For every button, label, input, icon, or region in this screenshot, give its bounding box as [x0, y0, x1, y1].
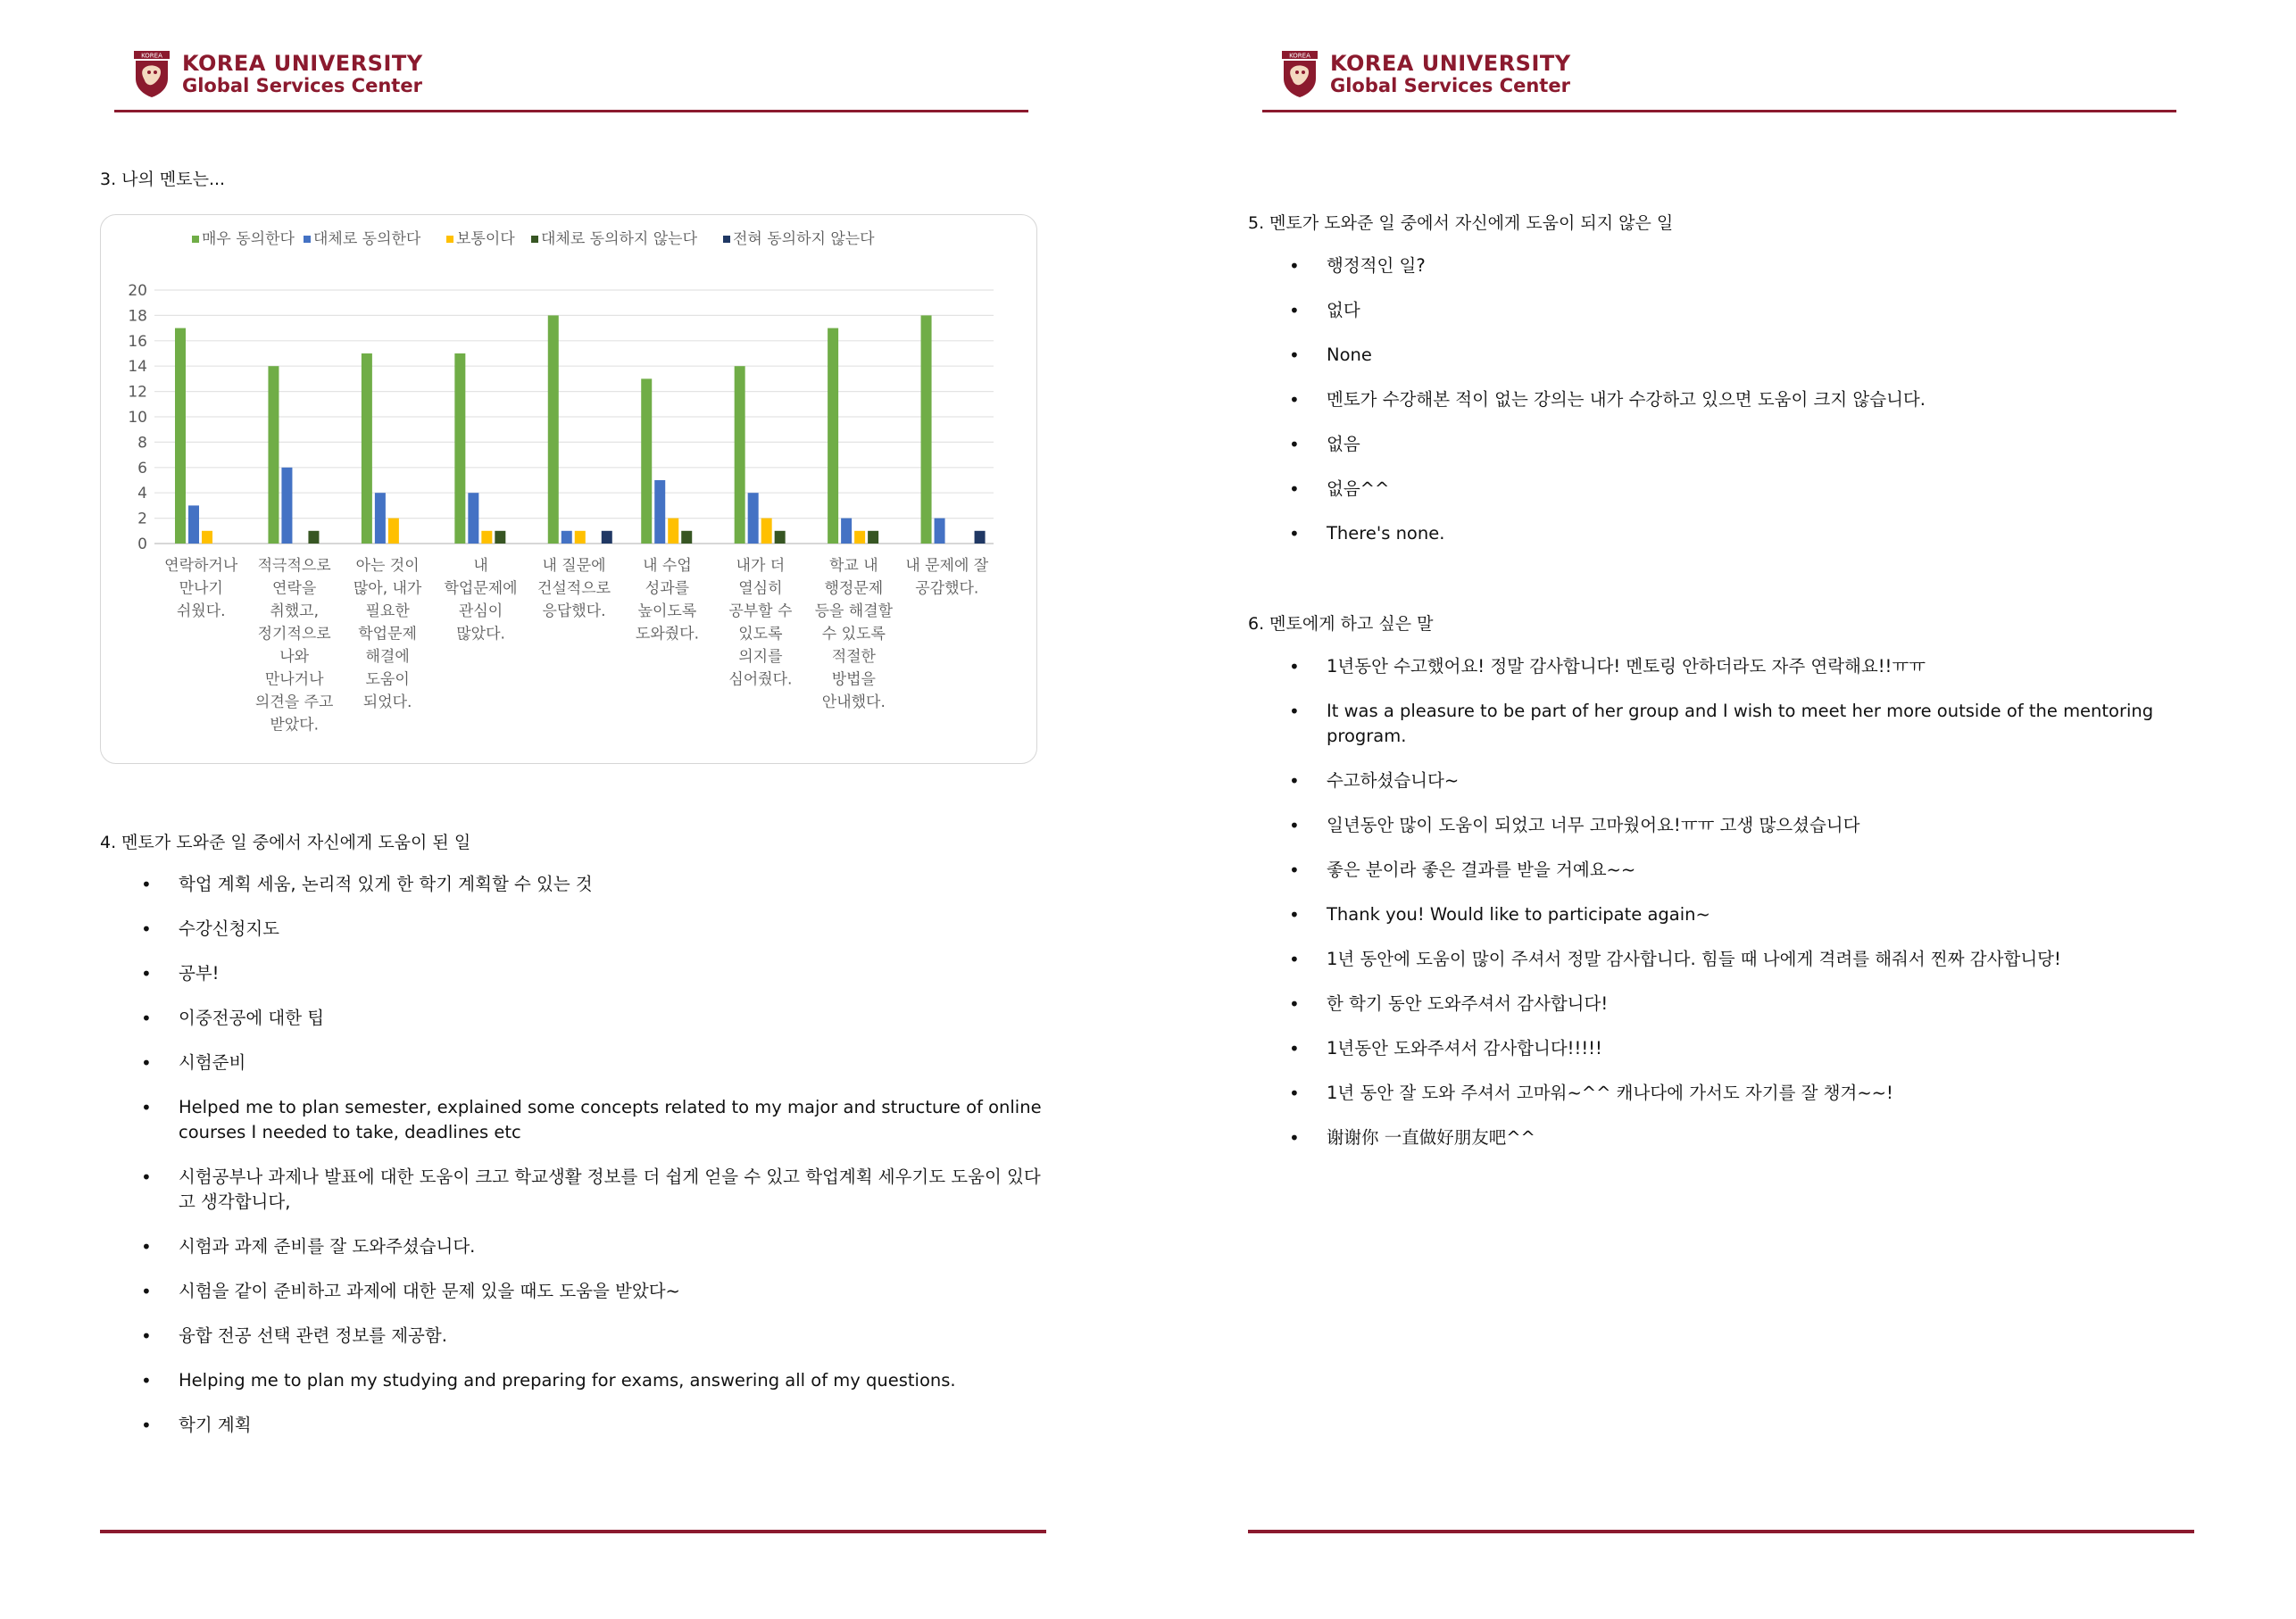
bar — [602, 531, 612, 544]
x-category-label: 공감했다. — [915, 579, 979, 598]
q5-item-text: 없다 — [1327, 300, 1360, 320]
q6-item-text: 1년동안 도와주셔서 감사합니다!!!!! — [1327, 1038, 1602, 1059]
crest-icon — [132, 50, 171, 98]
q4-item-text: Helping me to plan my studying and preparing for exams, answering all of my questions. — [179, 1370, 956, 1391]
x-category-label: 만나기 — [179, 579, 223, 598]
x-category-label: 내 수업 — [643, 557, 692, 575]
y-tick-label: 0 — [137, 536, 147, 553]
bullet-icon: • — [141, 1167, 152, 1188]
q5-list-item — [1289, 343, 2235, 368]
bar — [668, 519, 678, 544]
bullet-icon: • — [141, 963, 152, 984]
bar — [921, 315, 932, 544]
q5-list-item — [1289, 253, 2235, 278]
y-tick-label: 4 — [137, 485, 147, 503]
bullet-icon: • — [141, 1415, 152, 1436]
bullet-icon: • — [1289, 1038, 1300, 1059]
x-category-label: 아는 것이 — [355, 557, 420, 575]
bullet-icon: • — [1289, 1083, 1300, 1104]
university-name: KOREA UNIVERSITY — [1330, 51, 1571, 77]
university-logo — [132, 50, 423, 98]
q5-list — [1289, 253, 2235, 566]
q5-list-item — [1289, 521, 2235, 546]
x-category-label: 학업문제에 — [444, 579, 518, 598]
bullet-icon: • — [141, 874, 152, 895]
q6-list-item — [1289, 1036, 2235, 1061]
q6-list-item — [1289, 768, 2235, 793]
q5-item-text: There's none. — [1327, 523, 1445, 544]
bullet-icon: • — [1289, 770, 1300, 792]
x-category-label: 도움이 — [365, 670, 410, 689]
q4-item-text: Helped me to plan semester, explained some concepts related to my major and structure of online courses I needed to take, deadlines etc — [179, 1097, 1042, 1142]
legend-swatch — [531, 236, 538, 243]
x-category-label: 도와줬다. — [635, 625, 699, 643]
bar — [454, 353, 465, 544]
x-category-label: 높이도록 — [637, 602, 697, 620]
bullet-icon: • — [1289, 434, 1300, 455]
bar — [481, 531, 492, 544]
x-category-label: 안내했다. — [821, 693, 886, 711]
q5-item-text: 행정적인 일? — [1327, 255, 1426, 276]
y-tick-label: 2 — [137, 510, 147, 528]
legend-entry: 대체로 동의하지 않는다 — [541, 230, 698, 248]
bullet-icon: • — [141, 918, 152, 940]
legend-entry: 매우 동의한다 — [202, 230, 295, 248]
bar — [681, 531, 692, 544]
bullet-icon: • — [1289, 904, 1300, 926]
x-category-label: 관심이 — [458, 602, 503, 620]
q5-list-item — [1289, 477, 2235, 502]
q4-list-item — [141, 1413, 1043, 1438]
legend-entry: 대체로 동의한다 — [313, 230, 421, 248]
q6-list-item — [1289, 654, 2235, 679]
x-category-label: 있도록 — [738, 625, 783, 643]
bullet-icon: • — [141, 1281, 152, 1302]
x-category-label: 만나거나 — [264, 670, 324, 689]
bar — [468, 493, 478, 544]
q4-list-item — [141, 1368, 1043, 1393]
x-category-label: 의견을 주고 — [254, 693, 334, 711]
q4-list-item — [141, 1165, 1043, 1215]
q6-list-item — [1289, 992, 2235, 1017]
document-page-right — [1148, 0, 2296, 1619]
y-tick-label: 18 — [128, 307, 147, 326]
q5-item-text: 없음 — [1327, 434, 1360, 454]
bullet-icon: • — [141, 1370, 152, 1391]
x-category-label: 많았다. — [456, 625, 505, 643]
bullet-icon: • — [1289, 993, 1300, 1015]
svg-text:KOREA: KOREA — [141, 52, 162, 60]
bullet-icon: • — [1289, 523, 1300, 544]
q4-list — [141, 872, 1043, 1457]
q6-item-text: 수고하셨습니다~ — [1327, 770, 1460, 791]
bar — [388, 519, 399, 544]
q4-item-text: 학기 계획 — [179, 1415, 252, 1435]
x-category-label: 성과를 — [645, 579, 690, 598]
center-name: Global Services Center — [1330, 74, 1570, 96]
survey-bar-chart — [100, 214, 1037, 764]
q5-item-text: 없음^^ — [1327, 478, 1390, 499]
q6-item-text: 좋은 분이라 좋은 결과를 받을 거예요~~ — [1327, 859, 1636, 880]
x-category-label: 취했고, — [270, 602, 320, 620]
bar — [308, 531, 319, 544]
q4-list-item — [141, 1279, 1043, 1304]
bullet-icon: • — [1289, 389, 1300, 411]
legend-swatch — [192, 236, 199, 243]
bar — [775, 531, 786, 544]
header-rule — [114, 110, 1028, 112]
x-category-label: 적절한 — [831, 648, 876, 666]
x-category-label: 정기적으로 — [257, 625, 331, 643]
footer-rule — [1248, 1530, 2194, 1533]
y-tick-label: 16 — [128, 332, 147, 351]
footer-rule — [100, 1530, 1046, 1533]
x-category-label: 쉬웠다. — [176, 602, 226, 620]
x-category-label: 나와 — [279, 648, 310, 666]
bar — [841, 519, 852, 544]
q4-list-item — [141, 1095, 1043, 1145]
bullet-icon: • — [1289, 859, 1300, 881]
q6-list-item — [1289, 858, 2235, 883]
x-category-label: 행정문제 — [824, 579, 884, 598]
q4-item-text: 시험준비 — [179, 1052, 246, 1073]
bar — [868, 531, 878, 544]
bullet-icon: • — [1289, 345, 1300, 366]
q6-item-text: 谢谢你 一直做好朋友吧^^ — [1327, 1127, 1535, 1148]
q5-heading: 5. 멘토가 도와준 일 중에서 자신에게 도움이 되지 않은 일 — [1248, 213, 1674, 233]
q4-list-item — [141, 1050, 1043, 1075]
bullet-icon: • — [1289, 656, 1300, 677]
q4-item-text: 시험과 과제 준비를 잘 도와주셨습니다. — [179, 1236, 476, 1257]
header-rule — [1262, 110, 2176, 112]
x-category-label: 공부할 수 — [728, 602, 793, 620]
bar — [268, 366, 279, 544]
legend-swatch — [446, 236, 453, 243]
x-category-label: 많아, 내가 — [353, 579, 422, 598]
y-tick-label: 8 — [137, 434, 147, 452]
x-category-label: 되었다. — [362, 693, 412, 711]
q6-item-text: 1년 동안에 도움이 많이 주셔서 정말 감사합니다. 힘들 때 나에게 격려를 해줘서 찐짜 감사합니당! — [1327, 949, 2061, 969]
bullet-icon: • — [141, 1097, 152, 1118]
bullet-icon: • — [141, 1008, 152, 1029]
q3-heading: 3. 나의 멘토는... — [100, 170, 226, 189]
bar — [562, 531, 572, 544]
q4-list-item — [141, 1006, 1043, 1031]
x-category-label: 연락을 — [272, 579, 317, 598]
bar — [975, 531, 986, 544]
q6-item-text: Thank you! Would like to participate again~ — [1327, 904, 1710, 925]
bullet-icon: • — [1289, 300, 1300, 321]
q6-list — [1289, 654, 2235, 1170]
q4-list-item — [141, 1324, 1043, 1349]
q6-heading: 6. 멘토에게 하고 싶은 말 — [1248, 614, 1434, 634]
legend-swatch — [304, 236, 311, 243]
x-category-label: 방법을 — [831, 670, 876, 689]
x-category-label: 열심히 — [738, 579, 783, 598]
x-category-label: 학업문제 — [358, 625, 417, 643]
bar — [362, 353, 372, 544]
x-category-label: 학교 내 — [828, 557, 878, 575]
q5-item-text: 멘토가 수강해본 적이 없는 강의는 내가 수강하고 있으면 도움이 크지 않습니다. — [1327, 389, 1926, 410]
q5-list-item — [1289, 298, 2235, 323]
x-category-label: 등을 해결할 — [814, 602, 894, 620]
bar — [202, 531, 212, 544]
x-category-label: 연락하거나 — [164, 557, 238, 575]
q6-list-item — [1289, 947, 2235, 972]
x-category-label: 수 있도록 — [821, 625, 886, 643]
q6-item-text: 한 학기 동안 도와주셔서 감사합니다! — [1327, 993, 1609, 1014]
chart-canvas — [101, 215, 1036, 763]
q6-item-text: 일년동안 많이 도움이 되었고 너무 고마웠어요!ㅠㅠ 고생 많으셨습니다 — [1327, 815, 1860, 835]
bullet-icon: • — [1289, 255, 1300, 277]
q4-item-text: 수강신청지도 — [179, 918, 280, 939]
q4-heading: 4. 멘토가 도와준 일 중에서 자신에게 도움이 된 일 — [100, 833, 471, 852]
x-category-label: 내가 더 — [736, 557, 786, 575]
q4-list-item — [141, 961, 1043, 986]
legend-entry: 보통이다 — [456, 230, 515, 248]
bar — [281, 468, 292, 544]
q5-list-item — [1289, 432, 2235, 457]
bullet-icon: • — [141, 1236, 152, 1258]
q6-list-item — [1289, 699, 2235, 749]
bullet-icon: • — [1289, 815, 1300, 836]
bullet-icon: • — [1289, 1127, 1300, 1149]
y-tick-label: 10 — [128, 409, 147, 427]
bar — [548, 315, 559, 544]
bullet-icon: • — [141, 1325, 152, 1347]
bar — [175, 328, 186, 544]
q6-list-item — [1289, 813, 2235, 838]
q6-list-item — [1289, 1081, 2235, 1106]
q4-list-item — [141, 917, 1043, 942]
q4-item-text: 이중전공에 대한 팁 — [179, 1008, 325, 1028]
university-logo — [1280, 50, 1571, 98]
q6-list-item — [1289, 902, 2235, 927]
bar — [854, 531, 865, 544]
y-tick-label: 6 — [137, 459, 147, 477]
q4-list-item — [141, 1234, 1043, 1259]
legend-swatch — [723, 236, 730, 243]
q4-item-text: 시험을 같이 준비하고 과제에 대한 문제 있을 때도 도움을 받았다~ — [179, 1281, 680, 1301]
q6-item-text: It was a pleasure to be part of her group and I wish to meet her more outside of the mentoring program. — [1327, 701, 2154, 746]
x-category-label: 심어줬다. — [728, 670, 793, 689]
bullet-icon: • — [1289, 701, 1300, 722]
x-category-label: 건설적으로 — [537, 579, 611, 598]
svg-text:KOREA: KOREA — [1289, 52, 1310, 60]
y-tick-label: 20 — [128, 282, 147, 300]
center-name: Global Services Center — [182, 74, 422, 96]
bar — [641, 378, 652, 544]
x-category-label: 해결에 — [365, 648, 410, 666]
y-tick-label: 12 — [128, 383, 147, 402]
x-category-label: 필요한 — [365, 602, 410, 620]
y-tick-label: 14 — [128, 358, 147, 377]
x-category-label: 내 문제에 잘 — [905, 557, 989, 575]
x-category-label: 내 — [473, 557, 488, 575]
bar — [761, 519, 772, 544]
x-category-label: 의지를 — [738, 648, 783, 666]
q4-item-text: 융합 전공 선택 관련 정보를 제공함. — [179, 1325, 447, 1346]
legend-entry: 전혀 동의하지 않는다 — [733, 230, 875, 248]
bullet-icon: • — [1289, 478, 1300, 500]
bar — [935, 519, 945, 544]
bar — [735, 366, 745, 544]
q4-item-text: 시험공부나 과제나 발표에 대한 도움이 크고 학교생활 정보를 더 쉽게 얻을 수 있고 학업계획 세우기도 도움이 있다고 생각합니다, — [179, 1167, 1041, 1212]
q4-item-text: 학업 계획 세움, 논리적 있게 한 학기 계획할 수 있는 것 — [179, 874, 593, 894]
bullet-icon: • — [1289, 949, 1300, 970]
q4-list-item — [141, 872, 1043, 897]
q6-item-text: 1년동안 수고했어요! 정말 감사합니다! 멘토링 안하더라도 자주 연락해요!!ㅠㅠ — [1327, 656, 1926, 677]
x-category-label: 받았다. — [270, 716, 320, 735]
bar — [575, 531, 586, 544]
q4-item-text: 공부! — [179, 963, 220, 984]
q6-list-item — [1289, 1125, 2235, 1150]
x-category-label: 내 질문에 — [542, 557, 606, 575]
q5-list-item — [1289, 387, 2235, 412]
university-name: KOREA UNIVERSITY — [182, 51, 423, 77]
crest-icon — [1280, 50, 1319, 98]
bar — [654, 480, 665, 544]
bar — [495, 531, 505, 544]
x-category-label: 적극적으로 — [257, 557, 331, 575]
bar — [375, 493, 386, 544]
bullet-icon: • — [141, 1052, 152, 1074]
x-category-label: 응답했다. — [542, 602, 606, 620]
bar — [748, 493, 759, 544]
bar — [828, 328, 838, 544]
q6-item-text: 1년 동안 잘 도와 주셔서 고마워~^^ 캐나다에 가서도 자기를 잘 챙겨~~! — [1327, 1083, 1893, 1103]
q5-item-text: None — [1327, 345, 1372, 365]
bar — [188, 505, 199, 544]
